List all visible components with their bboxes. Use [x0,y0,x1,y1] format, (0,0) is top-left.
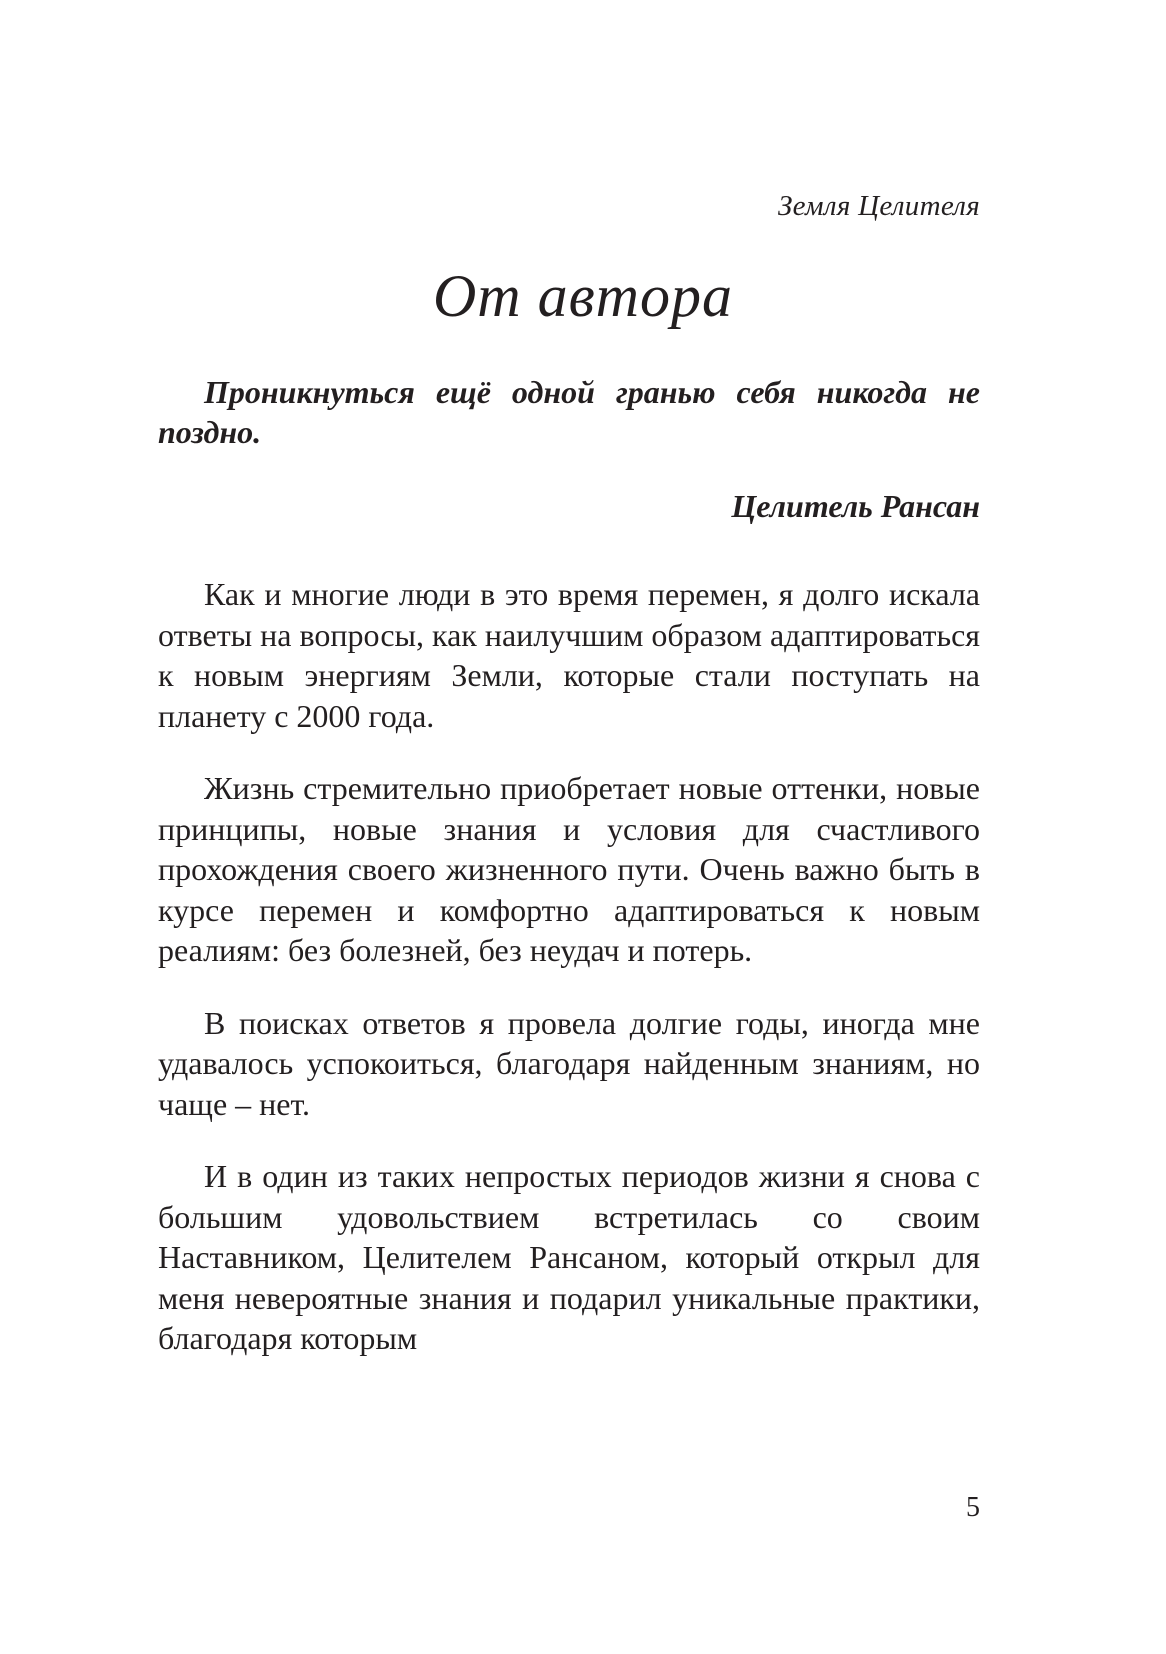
paragraph: В поисках ответов я провела долгие годы, иногда мне удавалось успокоиться, благодаря найденным знаниям, но чаще – нет. [158,1004,980,1122]
paragraph: И в один из таких непростых периодов жизни я снова с большим удовольствием встретилась со своим Наставником, Целителем Рансаном, который открыл для меня невероятные знания и подарил уникальные практики, благодаря которым [158,1158,980,1356]
paragraph: Жизнь стремительно приобретает новые оттенки, новые принципы, новые знания и условия для счастливого прохождения своего жизненного пути. Очень важно быть в курсе перемен и комфортно адаптироваться к новым реалиям: без болезней, без неудач и потерь. [158,770,980,968]
body-text [158,574,980,1391]
paragraph: Как и многие люди в это время перемен, я долго искала ответы на вопросы, как наилучшим образом адаптироваться к новым энергиям Земли, которые стали поступать на планету с 2000 года. [158,576,980,734]
epigraph-author: Целитель Рансан [731,488,980,524]
page-number: 5 [966,1492,980,1523]
epigraph-quote: Проникнуться ещё одной гранью себя никогда не поздно. [158,374,980,450]
chapter-title: От автора [432,263,734,329]
epigraph [158,372,980,526]
running-header: Земля Целителя [777,190,980,222]
